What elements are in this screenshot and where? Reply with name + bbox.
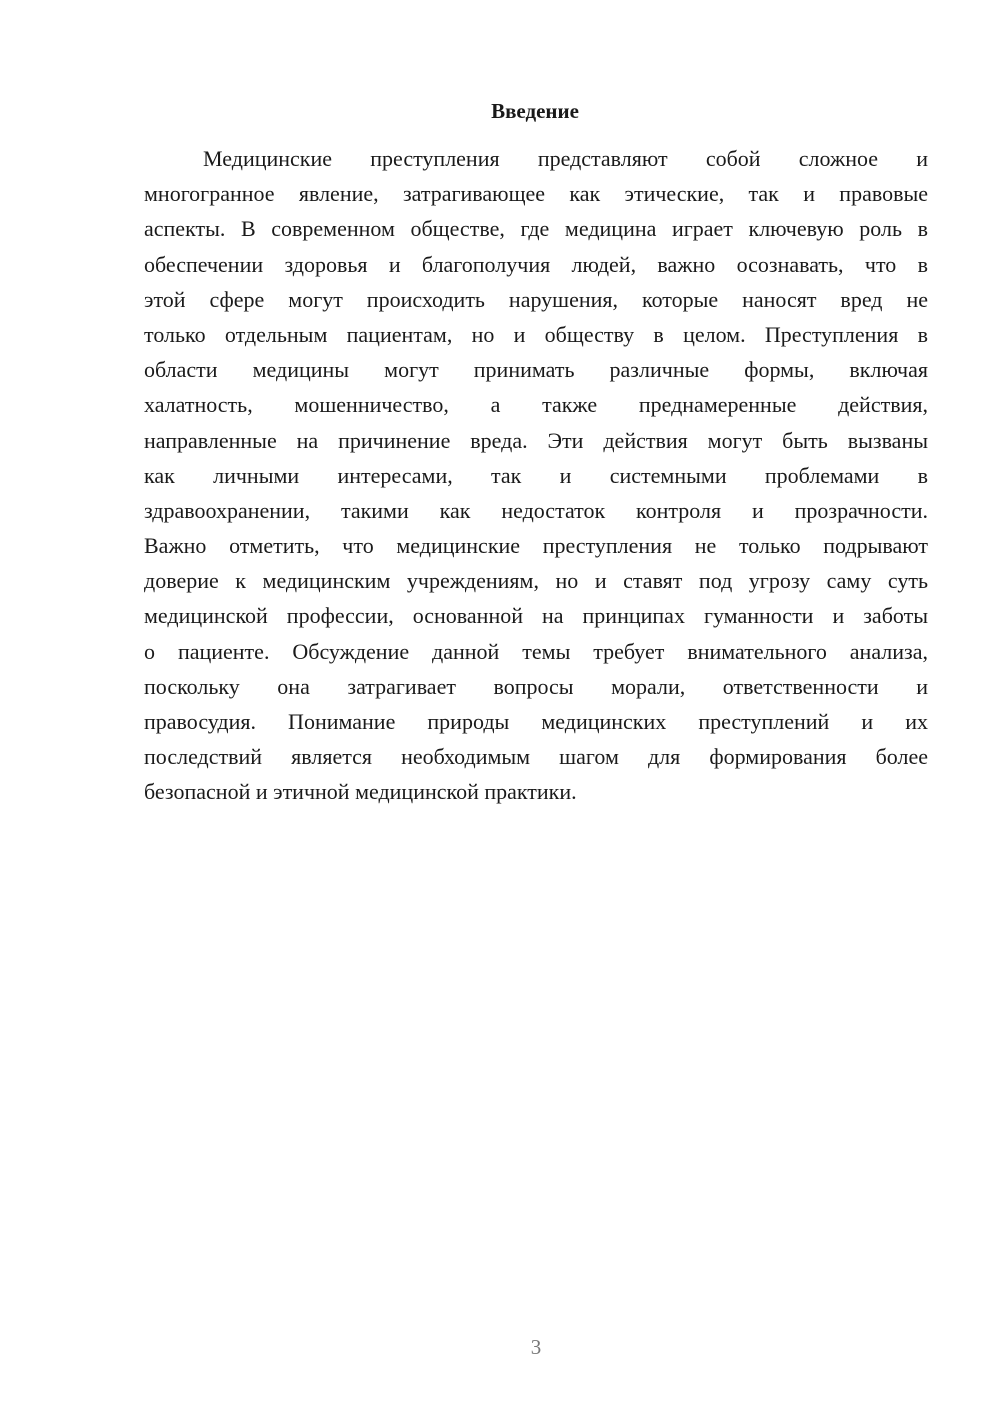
introduction-paragraph — [144, 141, 928, 810]
section-heading: Введение — [491, 99, 579, 123]
page-number: 3 — [530, 1335, 542, 1359]
paragraph-line: поскольку она затрагивает вопросы морали, ответственности и — [144, 673, 928, 699]
paragraph-line: как личными интересами, так и системными проблемами в — [144, 462, 928, 488]
paragraph-line: обеспечении здоровья и благополучия людей, важно осознавать, что в — [144, 251, 928, 277]
paragraph-line: области медицины могут принимать различные формы, включая — [144, 357, 928, 383]
paragraph-line: последствий является необходимым шагом для формирования более — [144, 744, 928, 770]
paragraph-line: направленные на причинение вреда. Эти действия могут быть вызваны — [144, 427, 928, 453]
paragraph-line: Важно отметить, что медицинские преступления не только подрывают — [144, 533, 928, 559]
paragraph-line: о пациенте. Обсуждение данной темы требует внимательного анализа, — [144, 638, 928, 664]
paragraph-line: многогранное явление, затрагивающее как этические, так и правовые — [144, 181, 928, 207]
paragraph-line: Медицинские преступления представляют собой сложное и — [203, 146, 928, 171]
paragraph-line: этой сфере могут происходить нарушения, которые наносят вред не — [144, 286, 928, 312]
paragraph-line: халатность, мошенничество, а также преднамеренные действия, — [144, 392, 928, 418]
paragraph-line: безопасной и этичной медицинской практики. — [144, 779, 577, 805]
paragraph-line: правосудия. Понимание природы медицинских преступлений и их — [144, 709, 928, 734]
paragraph-line: аспекты. В современном обществе, где медицина играет ключевую роль в — [144, 216, 928, 242]
paragraph-line: здравоохранении, такими как недостаток контроля и прозрачности. — [144, 497, 928, 523]
paragraph-line: только отдельным пациентам, но и обществу в целом. Преступления в — [144, 321, 928, 347]
paragraph-line: медицинской профессии, основанной на принципах гуманности и заботы — [144, 603, 928, 629]
paragraph-line: доверие к медицинским учреждениям, но и ставят под угрозу саму суть — [144, 568, 928, 594]
